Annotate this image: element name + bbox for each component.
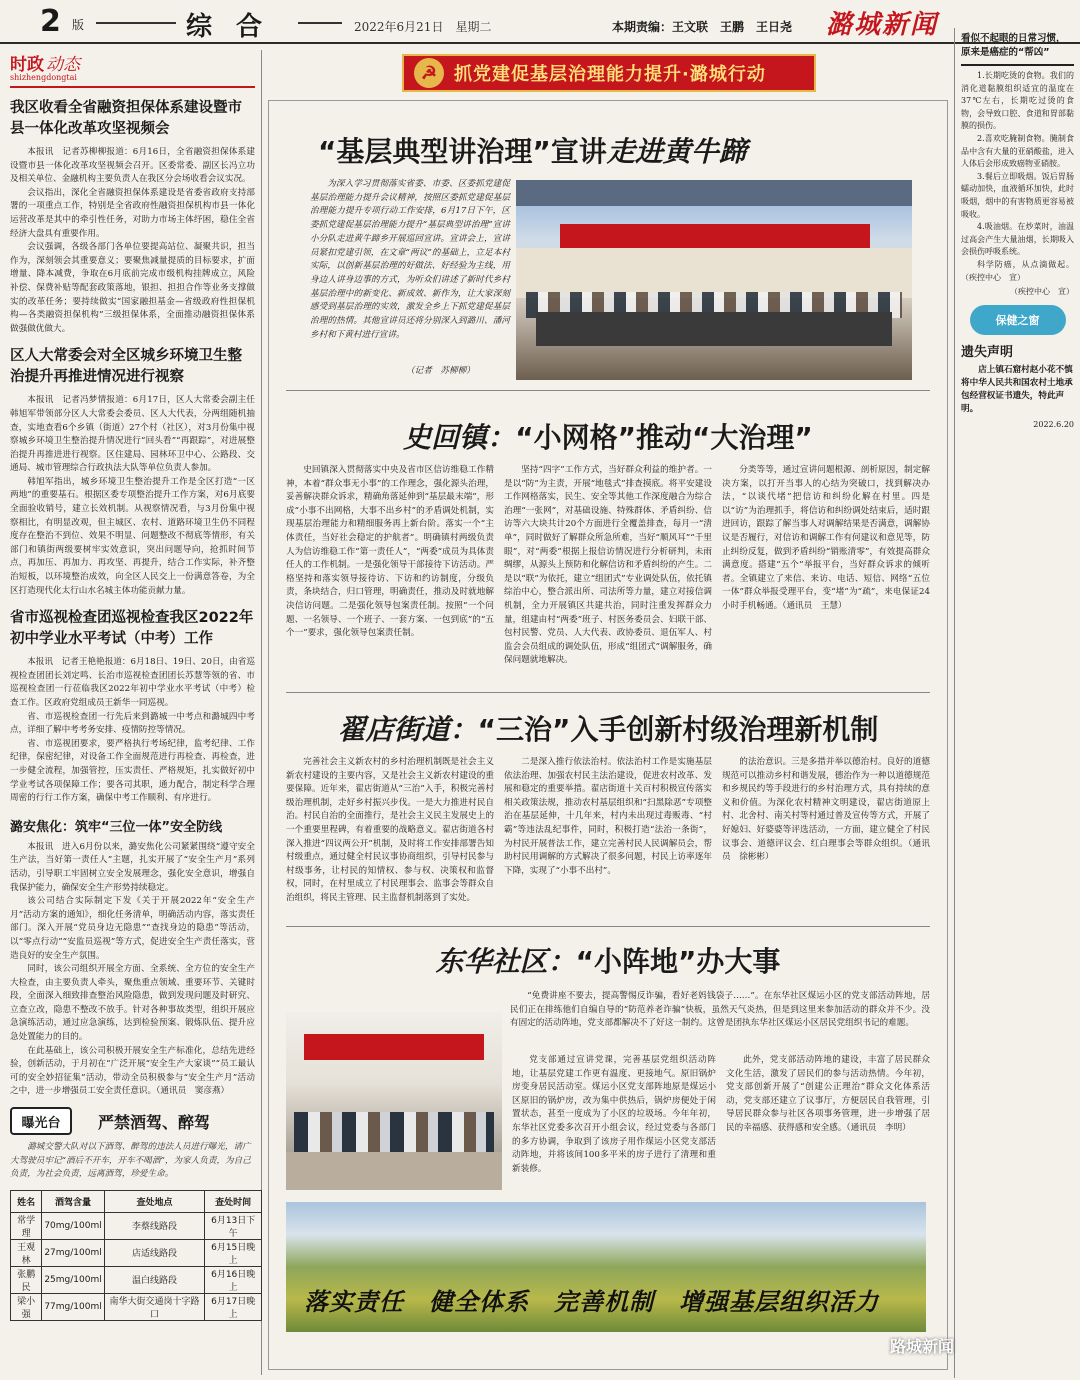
exposure-title: 严禁酒驾、醉驾: [98, 1112, 211, 1132]
brand-title-2: 动态: [46, 55, 80, 75]
article-paragraph: 本报讯 记者王艳艳报道：6月18日、19日、20日，由省巡视检查团团长刘定鸣、长治市巡视检查团团长苏慧等领的省、市巡视检查团一行莅临我区2022年初中学业水平考试（中考）检查工作。区政府党组成员王新华一同巡视。: [10, 657, 255, 708]
article-title: [318, 130, 747, 170]
article-paragraph: 1.长期吃烫的食物。我们的消化道黏膜组织适宜的温度在37℃左右，长期吃过烫的食物，会导致口腔、食道和胃部黏膜的损伤。: [961, 71, 1074, 131]
article-paragraph: 4.吸油烟。在炒菜时，油温过高会产生大量油烟，长期吸入会损伤呼吸系统。: [961, 222, 1074, 257]
table-cell: 6月15日晚上: [205, 1239, 262, 1266]
article-paragraph: 在此基础上，该公司积极开展安全生产标准化，总结先进经验，创新活动，于月初在“广泛开展“安全生产大家谈”“员工最认可的安全妙招征集”活动，带动全员积极参与“安全生产月”活动之中，进一步增强员工安全责任意识。（通讯员 窦彦燕）: [10, 1045, 255, 1097]
table-cell: 南华大街交通岗十字路口: [104, 1293, 205, 1320]
exposure-logo: 曝光台: [10, 1107, 72, 1135]
table-cell: 27mg/100ml: [42, 1239, 104, 1266]
article-column: 史回镇深入贯彻落实中央及省市区信访维稳工作精神，本着“群众事无小事”的工作理念，强化源头治理，妥善解决群众诉求，精确角落延伸到“基层最末端”，形成“小事不出网格，大事不出乡村”的矛盾调处机制，实现基层治理能力和精细服务再上新台阶。落实一个“主体责任，当好社会稳定的护航者”。明确镇村两级负责人为信访维稳工作“第一责任人”，“两委”成员为具体责任人的工作机制。一是强化领导干部接待下访活动。严格坚持和落实领导接待访、下访和约访制度，分级负责，条块结合，归口管理，明确责任，推动及时就地解决信访问题。二是强化领导包案责任制。按照“一个问题、一名领导、一个班子、一套方案、一包到底”的“五个一”要求，强化领导包案责任制。: [286, 465, 494, 639]
table-cell: 张鹏民: [11, 1266, 42, 1293]
health-article-title: 看似不起眼的日常习惯，原来是癌症的“帮凶”: [961, 33, 1066, 58]
drunk-driving-table: [10, 1190, 262, 1321]
article-title: [268, 708, 948, 748]
feature-banner: [402, 54, 816, 92]
exposure-intro: 潞城交警大队对以下酒驾、醉驾的违法人员进行曝光，请广大驾驶员牢记“酒后不开车，开车不喝酒”，为家人负责，为自己负责，为社会负责，远离酒驾，珍爱生命。: [10, 1142, 251, 1180]
article-paragraph: 本报讯 记者冯梦情报道：6月17日，区人大常委会副主任韩旭军带领部分区人大常委会委员、区人大代表，分两组随机抽查，实地查看6个乡镇（街道）27个村（社区），对3月份集中视察城乡环境卫生整治提升情况进行“回头看”“再跟踪”，对进展整治提升再推进进行视察。区住建局、园林环卫中心、公路段、交通局、城市管理综合行政执法大队等单位负责人参加。: [10, 395, 255, 474]
article-paragraph: 省、市巡视检查团一行先后来到潞城一中考点和潞城四中考点，详细了解中考考务安排、疫情防控等情况。: [10, 711, 255, 736]
lost-notice-body: 店上镇石窟村赵小花不慎将中华人民共和国农村土地承包经营权证书遗失，特此声明。: [961, 365, 1073, 415]
column-header: 查处时间: [205, 1190, 262, 1212]
table-row: [11, 1266, 262, 1293]
article-column: 坚持“四字”工作方式，当好群众利益的维护者。一是以“防”为主责，开展“地毯式”排查摸底。将平安建设工作网格落实，民生、安全等其他工作深度融合为综合治理“一张网”，对基础设施、特殊群体、矛盾纠纷、信访等六大块共计20个方面进行全覆盖排查，每月一“清单”，同时做好了解群众所急所难，当好“顺风耳”“千里眼”，对“两委”根据上报信访情况进行分析研判，未雨绸缪，从源头上预防和化解信访和矛盾纠纷的产生。二是以“联”为依托，建立“组团式”专业调处队伍，依托镇综治中心，整合派出所、司法所等力量，建立对接信调机制，全力开展镇区共建共治，同时注重发挥群众力量，组建由村“两委”班子、村医务委员会、妇联干部、包村民警、党员、人大代表、政协委员、退伍军人、村监会会员组成的调处队伍，形成“组团式”调解服务，确保问题就地解决。: [504, 465, 712, 666]
meeting-photo: [516, 180, 912, 380]
brand-title: 时政: [10, 55, 44, 75]
title-main: “小阵地”办大事: [575, 945, 781, 978]
article-paragraph: 本报讯 进入6月份以来，潞安焦化公司紧紧围绕“遵守安全生产法，当好第一责任人”主题，扎实开展了“安全生产月”系列活动，引导职工牢固树立安全发展理念，强化安全意识，增强自我保护能力，确保安全生产形势持续稳定。: [10, 841, 255, 893]
health-article-body: [961, 70, 1074, 284]
title-place: 翟店街道：: [337, 713, 478, 746]
article-credit: （记者 苏柳柳）: [406, 366, 475, 376]
center-feature: [268, 50, 948, 1375]
article-column: 分类等等，通过宣讲问题根源、剖析原因，制定解决方案，以打开当事人的心结为突破口，找到解决办法，“以谈代堵”把信访和纠纷化解在村里。四是以“访”为治理抓手，将信访和纠纷调处结束后，适时跟进回访，跟踪了解当事人对调解结果是否满意，调解协议是否履行，对信访和调解工作有何建议和意见等，防止纠纷反复，做到矛盾纠纷“销账清零”，有效提高群众满意度。搭建“五个”举报平台，当好群众诉求的倾听者。全镇建立了来信、来访、电话、短信、网络“五位一体”群众举报受理平台，变“堵”为“疏”，来电保证24小时手机畅通。（通讯员 王慧）: [722, 465, 930, 611]
title-tail: 走进黄牛蹄: [606, 135, 747, 168]
article-body: [286, 756, 930, 906]
article-lead: 为深入学习贯彻落实省委、市委、区委抓党建促基层治理能力提升会议精神，按照区委抓党建促基层治理能力提升专项行动工作安排，6月17日下午，区委抓党建促基层治理能力提升“基层典型讲治理”宣讲小分队走进黄牛蹄乡开展巡回宣讲。宣讲会上，宣讲员紧扣党建引领，在文章“两议”的基础上，立足本村实际，以创新基层治理的好做法、好经验为主线，用身边人讲身边事的方式，为听众们讲述了新时代乡村基层治理中的新变化、新成效、新作为，让大家深刻感受到基层治理的实效，激发全乡上下抓党建促基层治理的热情。其他宣讲员还将分别深入到潞川、潘河乡村和下黄村进行宣讲。: [310, 179, 510, 340]
table-cell: 6月13日下午: [205, 1212, 262, 1239]
table-cell: 温白线路段: [104, 1266, 205, 1293]
article-paragraph: 科学防癌，从点滴做起。（疾控中心 宣）: [961, 259, 1074, 282]
article-title: 省市巡视检查团巡视检查我区2022年初中学业水平考试（中考）工作: [10, 610, 254, 648]
table-cell: 店适线路段: [104, 1239, 205, 1266]
photo-wall: [516, 248, 912, 298]
table-cell: 常学理: [11, 1212, 42, 1239]
news-article: [10, 346, 255, 598]
article-body: [286, 990, 930, 1031]
article-body-continued: [512, 1054, 930, 1176]
article-paragraph: 2.喜欢吃腌制食物。腌制食品中含有大量的亚硝酸盐，进入人体后会形成致癌物亚硝胺。: [961, 133, 1074, 169]
header-rule-right: [298, 22, 342, 24]
article-paragraph: 本报讯 记者苏柳柳报道：6月16日，全省融资担保体系建设暨市县一体化改革攻坚视频会召开。区委常委、副区长冯立功及相关单位、金融机构主要负责人在我区分会场收看会议实况。: [10, 147, 255, 185]
photo-sign: [304, 1034, 484, 1060]
table-cell: 70mg/100ml: [42, 1212, 104, 1239]
section-name: 综合: [186, 12, 287, 42]
section-rule: [286, 390, 930, 391]
table-cell: 77mg/100ml: [42, 1293, 104, 1320]
section-rule: [286, 926, 930, 927]
news-article: [10, 608, 255, 806]
title-rule: [961, 64, 1074, 66]
article-column: 党支部通过宣讲党课，完善基层党组织活动阵地，让基层党建工作更有温度、更接地气。原旧锅炉房变身居民活动室。煤运小区党支部阵地原是煤运小区原旧的锅炉房，改为集中供热后，锅炉房便处于闲置状态，甚至一度成为了小区的垃圾场。今年年初，东华社区党委多次召开小组会议，经过党委与各部门的多方协调，争取到了该房子用作煤运小区党支部活动阵地，并将该间100多平米的房子进行了清理和重新装修。: [512, 1055, 716, 1174]
table-row: [11, 1239, 262, 1266]
lost-notice-title: 遗失声明: [961, 345, 1014, 361]
safety-article-title: 潞安焦化：筑牢“三位一体”安全防线: [10, 819, 223, 835]
table-header-row: [11, 1190, 262, 1212]
column-header: 酒驾含量: [42, 1190, 104, 1212]
photo-slogan: 落实责任 健全体系 完善机制 增强基层组织活力: [304, 1287, 879, 1316]
article-column: 完善社会主义新农村的乡村治理机制既是社会主义新农村建设的主要内容，又是社会主义新农村建设的重要保障。近年来，翟店街道从“三治”入手，积极完善村级治理机制，走好乡村振兴步伐。一是大力推进村民自治。村民自治的全面推行，是社会主义民主发展史上的一个重要里程碑，有着重要的战略意义。翟店街道各村深入推进“四议两公开”机制，及时将工作安排部署告知村级重点，通过健全村民议事协商组织，引导村民参与村级事务，让村民的知情权、参与权、决策权和监督权，同时，在村里成立了村民理事会、监事会等群众自治组织，将民主管理、民主监督机制落到了实处。: [286, 757, 494, 903]
section-brand: [10, 50, 255, 75]
title-main: “三治”入手创新村级治理新机制: [477, 713, 879, 746]
page-header: [0, 0, 1080, 44]
photo-table: [536, 312, 892, 346]
article-paragraph: 同时，该公司组织开展全方面、全系统、全方位的安全生产大检查，由主要负责人牵头，聚焦重点领域、重要环节、关键时段，全面深入细致排查整治风险隐患，做到发现问题及时研究、立查立改，隐患不整改不放手。针对各种事故类型，组织开展应急演练活动，通过应急演练，达到检验预案、锻炼队伍、提升应急处置能力的目的。: [10, 964, 255, 1043]
article-column: 此外，党支部活动阵地的建设，丰富了居民群众文化生活，激发了居民们的参与活动热情。今年初，党支部创新开展了“创建公正理治”群众文化体系活动，党支部还建立了议事厅，方便居民自我管理，引导居民群众参与社区各项事务管理，进一步增强了居民的幸福感、获得感和安全感。（通讯员 李明）: [726, 1055, 930, 1133]
header-rule-left: [96, 22, 176, 24]
article-credit: （疾控中心 宣）: [1010, 287, 1074, 297]
article-paragraph: 3.餐后立即吸烟。饭后胃肠蠕动加快，血液循环加快，此时吸烟，烟中的有害物质更容易被吸收。: [961, 171, 1074, 219]
title-place: 史回镇：: [403, 421, 516, 454]
section-rule: [286, 692, 930, 693]
article-paragraph: 会议强调，各级各部门各单位要提高站位、凝聚共识，担当作为，深刻领会其重要意义；要聚焦减量提质的目标要求，扩面增量、降本减费，争取在6月底前完成市级机构挂牌成立，风险补偿、保费补贴等配套政策落地，银担、担担合作等业务支撑做实的改革任务；要持续做实“国家融担基金—省级政府性担保机构—各类融资担保机构”三级担保体系，全面推动融资担保体系做强做优做大。: [10, 242, 255, 334]
article-paragraph: 韩旭军指出，城乡环境卫生整治提升工作是全区打造“一区两地”的重要基石。根据区委专项整治提升工作方案，对6月底要全面验收销号，建立长效机制。从视察情况看，与3月份集中视察相比，有明显改观，但主城区、农村、道路环境卫生仍不同程度存在整治不到位、效果不明显、问题整改不彻底等情形，有关部门和镇街两级要树牢实效意识，突出问题导向，抢抓时间节点，再加压、再加力、再攻坚、再提升，结合工作实际，补齐整治短板，以环境整治成效，向全区人民交上一份满意答卷，为全区打造现代化太行山水名城主体功能贡献力量。: [10, 476, 255, 596]
brand-rule: [10, 86, 255, 88]
issue-date: 2022年6月21日 星期二: [354, 20, 492, 34]
title-place: 东华社区：: [435, 945, 576, 978]
title-main: “小网格”推动“大治理”: [515, 421, 813, 454]
lost-notice-date: 2022.6.20: [1033, 420, 1074, 430]
photo-floor: [286, 1152, 502, 1190]
table-cell: 王观林: [11, 1239, 42, 1266]
masthead-logo: 潞城新闻: [826, 10, 939, 40]
table-cell: 李蔡线路段: [104, 1212, 205, 1239]
title-main: “基层典型讲治理”宣讲: [318, 135, 607, 168]
column-header: 姓名: [11, 1190, 42, 1212]
article-column: 二是深入推行依法治村。依法治村工作是实施基层依法治理、加强农村民主法治建设，促进农村改革、发展和稳定的重要举措。翟店街道十关百村积极宣传落实相关政策法规，推动农村基层组织和“扫黑除恶”专项整治在基层延伸，十几年来，村内未出现过毒贩毒、“村霸”等违法乱纪事件，同时，积极打造“法治一条街”，为村民开展普法工作，建立完善村民人民调解员会，帮助村民用调解的方式解决了很多问题，村民上访率逐年下降，实现了“小事不出村”。: [504, 757, 712, 876]
health-window-badge: 保健之窗: [970, 305, 1066, 335]
article-column: 的法治意识。三是多措并举以德治村。良好的道德规范可以推动乡村和谐发展，德治作为一种以道德规范和乡规民约等手段进行的乡村治理方式，具有持续的意义和价值。为深化农村精神文明建设，翟店街道原上村、北舍村、南关村等村通过普及宣传等方式，开展了好媳妇、好婆婆等评选活动，一方面，建立健全了村民议事会、道德评议会、红白理事会等群众组织。（通讯员 徐彬彬）: [722, 757, 930, 863]
left-column: [10, 50, 262, 1375]
column-header: 查处地点: [104, 1190, 205, 1212]
right-column: [954, 28, 1074, 1378]
wechat-watermark: 路城新闻: [890, 1337, 955, 1356]
exposure-header: [10, 1107, 255, 1135]
photo-red-banner: [560, 224, 870, 248]
banner-text: 抓党建促基层治理能力提升·潞城行动: [454, 64, 766, 85]
news-article: [10, 98, 255, 336]
article-paragraph: 该公司结合实际制定下发《关于开展2022年“安全生产月”活动方案的通知》，细化任务清单，明确活动内容，落实责任部门。深入开展“党员身边无隐患”“查找身边的隐患”等活动，以“零点行动”“安监员巡视”等方式，促进安全生产责任落实，营造良好的安全生产氛围。: [10, 896, 255, 961]
table-row: [11, 1293, 262, 1320]
article-paragraph: 会议指出，深化全省融资担保体系建设是省委省政府支持部署的一项重点工作，特别是全省政府性融资担保机构市县一体化运营改革是其中的牵引性任务，对助力市场主体纾困，稳住全省经济大盘具有重要作用。: [10, 187, 255, 239]
article-title: 区人大常委会对全区城乡环境卫生整治提升再推进情况进行视察: [10, 348, 242, 386]
page-number: 2: [40, 4, 61, 39]
article-paragraph: 省、市巡视团要求，要严格执行考场纪律，监考纪律、工作纪律，保密纪律，对设备工作全面规范进行再检查、再检查，进一步健全流程，加强管控，压实责任、严格规矩，扎实做好初中学业考试各项保障工作；要各司其职，通力配合，制定科学合理周密的行行工作方案，确保中考工作顺利、有序进行。: [10, 738, 255, 804]
table-cell: 6月17日晚上: [205, 1293, 262, 1320]
party-emblem-icon: ☭: [414, 58, 444, 88]
page-unit: 版: [72, 18, 85, 32]
brand-pinyin: shizhengdongtai: [10, 73, 77, 82]
table-cell: 25mg/100ml: [42, 1266, 104, 1293]
article-title: [268, 416, 948, 456]
article-title: 我区收看全省融资担保体系建设暨市县一体化改革攻坚视频会: [10, 100, 242, 137]
photo-residents: [294, 1112, 494, 1152]
article-body: [286, 464, 930, 668]
article-column: “免费讲座不要去，提高警惕反诈骗，看好老妈钱袋子……”。在东华社区煤运小区的党支部活动阵地，居民们正在排练他们自编自导的“防范养老诈骗”快板，虽然天气炎热，但是到这里来参加活动的群众并不少。没有固定的活动阵地，党支部都解决不了好这一制约。这曾是团执东华社区煤运小区居民党组织书记的难题。: [510, 991, 930, 1029]
table-cell: 梁小强: [11, 1293, 42, 1320]
community-photo: [286, 1012, 502, 1190]
editors-line: 本期责编：王文联 王鹏 王日尧: [612, 20, 793, 34]
table-row: [11, 1212, 262, 1239]
photo-ceiling: [516, 180, 912, 206]
table-cell: 6月16日晚上: [205, 1266, 262, 1293]
article-title: [268, 940, 948, 980]
